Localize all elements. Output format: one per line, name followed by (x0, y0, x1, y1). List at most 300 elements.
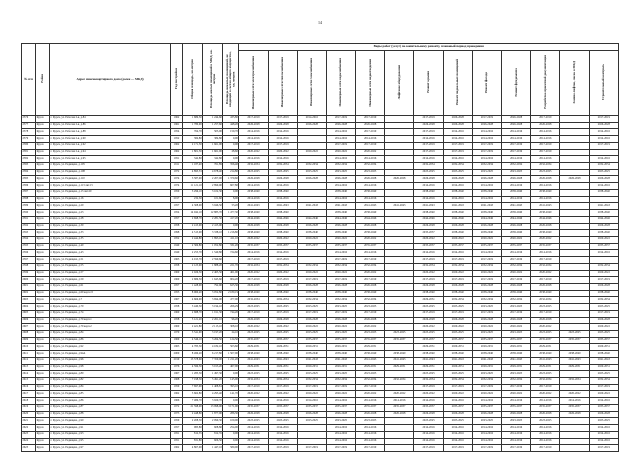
work-period-cell: 2014-2016 (502, 156, 531, 163)
total-area-cell: 11 121,10 (183, 183, 203, 190)
district-cell: Курск (36, 142, 50, 149)
address-cell: г. Курск, ул. Радищева, д.30 (50, 223, 171, 230)
district-cell: Курск (36, 344, 50, 351)
district-cell: Курск (36, 398, 50, 405)
work-period-cell: 2026-2028 (297, 176, 326, 183)
district-cell: Курск (36, 384, 50, 391)
work-period-cell: 2023-2025 (268, 418, 297, 425)
total-area-cell: 2 415,00 (183, 223, 203, 230)
total-area-cell: 831,80 (183, 438, 203, 445)
work-period-cell (560, 149, 589, 156)
address-cell: г. Курск, ул. Радищева, д.79 корп.2 (50, 324, 171, 331)
district-cell: Курск (36, 149, 50, 156)
table-row (22, 384, 619, 391)
work-period-cell: 2032-2034 (268, 263, 297, 270)
work-period-cell (385, 431, 414, 438)
table-row (22, 243, 619, 250)
work-period-cell: 2023-2025 (472, 418, 501, 425)
total-area-cell: 3 440,50 (183, 304, 203, 311)
work-period-cell (560, 156, 589, 163)
work-period-cell: 2029-2031 (297, 344, 326, 351)
work-period-cell: 2026-2028 (589, 176, 618, 183)
work-period-cell: 2038-2040 (531, 290, 560, 297)
work-period-cell: 2029-2031 (414, 297, 443, 304)
row-number-cell: 2587 (22, 189, 36, 196)
year-cell: 1976 (170, 364, 182, 371)
work-period-cell: 2020-2022 (531, 236, 560, 243)
work-period-cell: 2026-2028 (326, 176, 355, 183)
work-period-cell (385, 136, 414, 143)
living-area-cell: 3 052,80 (203, 290, 223, 297)
row-number-cell: 2615 (22, 378, 36, 385)
living-area-cell: 4 678,40 (203, 169, 223, 176)
work-period-cell: 2014-2016 (326, 431, 355, 438)
work-period-cell: 2035-2037 (239, 404, 268, 411)
work-period-cell: 2044-2046 (414, 216, 443, 223)
row-number-cell: 2588 (22, 196, 36, 203)
col-header-work-5: Лифтовое оборудование (385, 51, 414, 116)
work-period-cell: 2035-2037 (297, 337, 326, 344)
work-period-cell: 2041-2043 (502, 203, 531, 210)
work-period-cell: 2035-2037 (472, 243, 501, 250)
table-row (22, 324, 619, 331)
address-cell: г. Курск, ул. Радищева, д.20 (50, 203, 171, 210)
work-period-cell: 2026-2028 (443, 317, 472, 324)
work-period-cell: 2017-2019 (472, 310, 501, 317)
work-period-cell: 2032-2034 (326, 163, 355, 170)
work-period-cell: 2032-2034 (472, 163, 501, 170)
table-row (22, 310, 619, 317)
living-area-cell: 342,80 (203, 156, 223, 163)
year-cell: 1963 (170, 344, 182, 351)
work-period-cell (385, 210, 414, 217)
work-period-cell: 2044-2046 (239, 216, 268, 223)
address-cell: г. Курск, ул. Радищева, д.97 (50, 445, 171, 452)
total-area-cell: 13 578,60 (183, 357, 203, 364)
work-period-cell (560, 236, 589, 243)
work-period-cell: 2020-2022 (239, 149, 268, 156)
work-period-cell: 2014-2016 (268, 438, 297, 445)
nonliving-area-cell: 0,00 (223, 398, 239, 405)
work-period-cell: 2023-2025 (268, 371, 297, 378)
work-period-cell: 2020-2022 (472, 391, 501, 398)
year-cell: 1951 (170, 438, 182, 445)
nonliving-area-cell: 607,80 (223, 183, 239, 190)
work-period-cell: 2041-2043 (531, 357, 560, 364)
work-period-cell: 2017-2019 (531, 142, 560, 149)
total-area-cell: 2 698,70 (183, 216, 203, 223)
work-period-cell: 2041-2043 (297, 357, 326, 364)
address-cell: г. Курск, ул. Радищева, д.35 (50, 236, 171, 243)
total-area-cell: 2 686,50 (183, 277, 203, 284)
nonliving-area-cell: 124,50 (223, 337, 239, 344)
col-header-year: Год постройки (170, 44, 182, 116)
district-cell: Курск (36, 230, 50, 237)
year-cell: 1954 (170, 210, 182, 217)
district-cell: Курск (36, 351, 50, 358)
work-period-cell (385, 324, 414, 331)
nonliving-area-cell: 393,10 (223, 384, 239, 391)
work-period-cell: 2038-2040 (589, 351, 618, 358)
work-period-cell (560, 203, 589, 210)
work-period-cell (560, 277, 589, 284)
work-period-cell (297, 425, 326, 432)
work-period-cell: 2029-2031 (297, 364, 326, 371)
work-period-cell: 2032-2034 (414, 263, 443, 270)
district-cell: Курск (36, 304, 50, 311)
work-period-cell: 2014-2016 (589, 425, 618, 432)
work-period-cell: 2017-2019 (589, 310, 618, 317)
year-cell: 1951 (170, 431, 182, 438)
work-period-cell: 2014-2016 (443, 425, 472, 432)
work-period-cell: 2026-2028 (443, 122, 472, 129)
work-period-cell: 2038-2040 (443, 351, 472, 358)
work-period-cell: 2026-2028 (443, 176, 472, 183)
work-period-cell: 2014-2016 (472, 129, 501, 136)
district-cell: Курск (36, 411, 50, 418)
work-period-cell: 2020-2022 (443, 324, 472, 331)
work-period-cell: 2020-2022 (297, 236, 326, 243)
district-cell: Курск (36, 189, 50, 196)
living-area-cell: 1 244,60 (203, 116, 223, 123)
row-number-cell: 2580 (22, 142, 36, 149)
total-area-cell: 4 015,70 (183, 257, 203, 264)
living-area-cell: 3 338,10 (203, 230, 223, 237)
work-period-cell: 2014-2016 (326, 129, 355, 136)
living-area-cell: 1 661,00 (203, 149, 223, 156)
living-area-cell: 3 264,50 (203, 337, 223, 344)
year-cell: 2000 (170, 351, 182, 358)
work-period-cell (560, 223, 589, 230)
work-period-cell: 2026-2028 (326, 223, 355, 230)
work-period-cell: 2026-2028 (414, 122, 443, 129)
work-period-cell: 2023-2025 (297, 371, 326, 378)
year-cell: 1959 (170, 418, 182, 425)
work-period-cell: 2014-2016 (502, 183, 531, 190)
district-cell: Курск (36, 317, 50, 324)
work-period-cell (560, 243, 589, 250)
table-row (22, 196, 619, 203)
table-row (22, 344, 619, 351)
work-period-cell: 2014-2016 (443, 398, 472, 405)
living-area-cell: 1 447,10 (203, 445, 223, 452)
living-area-cell: 101,60 (203, 196, 223, 203)
work-period-cell: 2038-2040 (414, 290, 443, 297)
work-period-cell: 2032-2034 (326, 378, 355, 385)
district-cell: Курск (36, 270, 50, 277)
table-row (22, 136, 619, 143)
year-cell: 1957 (170, 425, 182, 432)
table-row (22, 351, 619, 358)
total-area-cell: 983,80 (183, 425, 203, 432)
nonliving-area-cell: 24,10 (223, 331, 239, 338)
row-number-cell: 2600 (22, 277, 36, 284)
work-period-cell: 2023-2025 (356, 304, 385, 311)
address-cell: г. Курск, ул. Радищева, д.82 (50, 378, 171, 385)
work-period-cell: 2023-2025 (414, 331, 443, 338)
work-period-cell: 2038-2040 (531, 351, 560, 358)
table-row (22, 250, 619, 257)
work-period-cell: 2026-2028 (326, 317, 355, 324)
work-period-cell (385, 344, 414, 351)
work-period-cell: 2044-2046 (531, 216, 560, 223)
work-period-cell: 2017-2019 (356, 277, 385, 284)
work-period-cell: 2038-2040 (239, 290, 268, 297)
work-period-cell: 2017-2019 (268, 445, 297, 452)
work-period-cell (385, 425, 414, 432)
work-period-cell (385, 418, 414, 425)
nonliving-area-cell: 448,20 (223, 122, 239, 129)
total-area-cell: 2 444,80 (183, 236, 203, 243)
address-cell: г. Курск, ул. Радищева, д.84 (50, 384, 171, 391)
work-period-cell: 2020-2022 (268, 270, 297, 277)
year-cell: 1961 (170, 122, 182, 129)
work-period-cell: 2026-2028 (239, 283, 268, 290)
work-period-cell: 2026-2028 (502, 122, 531, 129)
table-row (22, 418, 619, 425)
work-period-cell: 2032-2034 (531, 378, 560, 385)
work-period-cell: 2038-2040 (268, 230, 297, 237)
work-period-cell: 2017-2019 (268, 277, 297, 284)
table-row (22, 263, 619, 270)
work-period-cell: 2038-2040 (443, 210, 472, 217)
work-period-cell: 2017-2019 (326, 257, 355, 264)
work-period-cell: 2032-2034 (297, 297, 326, 304)
work-period-cell: 2026-2028 (414, 411, 443, 418)
work-period-cell: 2029-2031 (472, 344, 501, 351)
work-period-cell: 2044-2046 (589, 216, 618, 223)
work-period-cell: 2014-2016 (414, 425, 443, 432)
work-period-cell: 2026-2028 (239, 317, 268, 324)
work-period-cell: 2014-2016 (589, 438, 618, 445)
work-period-cell: 2035-2037 (443, 404, 472, 411)
work-period-cell: 2014-2016 (239, 250, 268, 257)
work-period-cell: 2026-2028 (531, 283, 560, 290)
work-period-cell (560, 344, 589, 351)
nonliving-area-cell: 1 211,20 (223, 357, 239, 364)
work-period-cell: 2032-2034 (356, 263, 385, 270)
work-period-cell: 2020-2022 (268, 324, 297, 331)
work-period-cell: 2014-2016 (326, 156, 355, 163)
living-area-cell: 1 911,30 (203, 310, 223, 317)
table-row (22, 216, 619, 223)
row-number-cell: 2616 (22, 384, 36, 391)
work-period-cell: 2026-2028 (472, 223, 501, 230)
total-area-cell: 2 448,80 (183, 411, 203, 418)
work-period-cell: 2044-2046 (356, 216, 385, 223)
work-period-cell: 2023-2025 (356, 169, 385, 176)
district-cell: Курск (36, 236, 50, 243)
total-area-cell: 1 187,40 (183, 163, 203, 170)
work-period-cell: 2014-2016 (268, 425, 297, 432)
work-period-cell: 2023-2025 (297, 418, 326, 425)
work-period-cell (297, 129, 326, 136)
work-period-cell: 2023-2025 (589, 331, 618, 338)
living-area-cell: 1 257,60 (203, 122, 223, 129)
work-period-cell: 2032-2034 (472, 378, 501, 385)
work-period-cell: 2026-2028 (589, 317, 618, 324)
year-cell: 1960 (170, 270, 182, 277)
total-area-cell: 2 208,30 (183, 418, 203, 425)
living-area-cell: 1 540,80 (203, 250, 223, 257)
row-number-cell: 2613 (22, 364, 36, 371)
table-row (22, 297, 619, 304)
col-header-district: Район (36, 44, 50, 116)
work-period-cell (560, 189, 589, 196)
living-area-cell: 3 694,00 (203, 297, 223, 304)
address-cell: г. Курск, ул. Радищева, д.59 (50, 277, 171, 284)
table-row (22, 357, 619, 364)
work-period-cell: 2038-2040 (589, 230, 618, 237)
work-period-cell: 2014-2016 (589, 431, 618, 438)
address-cell: г. Курск, ул. Радищева, д.23 (50, 210, 171, 217)
work-period-cell: 2026-2028 (502, 317, 531, 324)
address-cell: г. Курск, ул. Радищева, д.85 (50, 391, 171, 398)
row-number-cell: 2611 (22, 351, 36, 358)
work-period-cell: 2035-2037 (531, 337, 560, 344)
work-period-cell: 2038-2040 (326, 189, 355, 196)
work-period-cell: 2020-2022 (356, 149, 385, 156)
work-period-cell: 2014-2016 (589, 129, 618, 136)
work-period-cell (297, 438, 326, 445)
nonliving-area-cell: 744,20 (223, 310, 239, 317)
address-cell: г. Курск, ул. Радищева, д.7 (50, 297, 171, 304)
work-period-cell: 2023-2025 (326, 331, 355, 338)
district-cell: Курск (36, 176, 50, 183)
living-area-cell: 13 998,90 (203, 404, 223, 411)
total-area-cell: 764,70 (183, 129, 203, 136)
work-period-cell: 2014-2016 (472, 183, 501, 190)
work-period-cell: 2014-2016 (531, 156, 560, 163)
living-area-cell: 1 893,10 (203, 236, 223, 243)
work-period-cell (297, 183, 326, 190)
work-period-cell: 2014-2016 (297, 398, 326, 405)
col-header-work-8: Ремонт фасада (472, 51, 501, 116)
work-period-cell: 2014-2016 (268, 156, 297, 163)
work-period-cell: 2017-2019 (589, 384, 618, 391)
work-period-cell: 2035-2037 (356, 404, 385, 411)
work-period-cell: 2026-2028 (531, 176, 560, 183)
table-row (22, 438, 619, 445)
row-number-cell: 2609 (22, 337, 36, 344)
work-period-cell: 2017-2019 (531, 310, 560, 317)
work-period-cell: 2026-2028 (297, 283, 326, 290)
work-period-cell (560, 270, 589, 277)
work-period-cell: 2020-2022 (589, 324, 618, 331)
year-cell: 1952 (170, 136, 182, 143)
work-period-cell (385, 263, 414, 270)
table-row (22, 210, 619, 217)
living-area-cell: 2 099,30 (203, 418, 223, 425)
work-period-cell: 2017-2019 (531, 384, 560, 391)
living-area-cell: 1 052,80 (203, 243, 223, 250)
nonliving-area-cell: 0,00 (223, 136, 239, 143)
work-period-cell: 2038-2040 (356, 210, 385, 217)
work-period-cell: 2014-2016 (502, 438, 531, 445)
work-period-cell: 2014-2016 (326, 250, 355, 257)
work-period-cell: 2020-2022 (297, 391, 326, 398)
work-period-cell (385, 270, 414, 277)
work-period-cell (385, 156, 414, 163)
work-period-cell: 2038-2040 (472, 210, 501, 217)
work-period-cell: 2014-2016 (589, 183, 618, 190)
work-period-cell (297, 257, 326, 264)
work-period-cell: 2020-2022 (326, 149, 355, 156)
work-period-cell: 2017-2019 (356, 142, 385, 149)
row-number-cell: 2579 (22, 136, 36, 143)
work-period-cell: 2014-2016 (356, 398, 385, 405)
work-period-cell: 2020-2022 (268, 391, 297, 398)
nonliving-area-cell: 53,20 (223, 203, 239, 210)
work-period-cell: 2014-2016 (239, 425, 268, 432)
district-cell: Курск (36, 169, 50, 176)
work-period-cell: 2023-2025 (239, 331, 268, 338)
work-period-cell: 2038-2040 (326, 351, 355, 358)
work-period-cell: 2020-2022 (560, 391, 589, 398)
work-period-cell: 2038-2040 (472, 290, 501, 297)
work-period-cell (560, 250, 589, 257)
district-cell: Курск (36, 203, 50, 210)
work-period-cell: 2023-2025 (326, 304, 355, 311)
work-period-cell: 2020-2022 (239, 391, 268, 398)
work-period-cell: 2017-2019 (239, 384, 268, 391)
row-number-cell: 2623 (22, 431, 36, 438)
work-period-cell: 2017-2019 (472, 445, 501, 452)
work-period-cell: 2035-2037 (589, 404, 618, 411)
living-area-cell: 5 491,20 (203, 378, 223, 385)
work-period-cell: 2038-2040 (414, 189, 443, 196)
work-period-cell (385, 142, 414, 149)
total-area-cell: 1 801,50 (183, 149, 203, 156)
work-period-cell: 2020-2022 (502, 324, 531, 331)
table-row (22, 183, 619, 190)
year-cell: 1957 (170, 283, 182, 290)
work-period-cell: 2026-2028 (531, 317, 560, 324)
nonliving-area-cell: 625,30 (223, 283, 239, 290)
total-area-cell: 3 587,00 (183, 176, 203, 183)
work-period-cell: 2023-2025 (414, 371, 443, 378)
total-area-cell: 342,80 (183, 156, 203, 163)
address-cell: г. Курск, ул. Радищева, д.92 (50, 344, 171, 351)
year-cell: 1970 (170, 331, 182, 338)
work-period-cell (385, 223, 414, 230)
nonliving-area-cell: 28,60 (223, 149, 239, 156)
row-number-cell: 2584 (22, 169, 36, 176)
work-period-cell: 2020-2022 (268, 236, 297, 243)
work-period-cell: 2017-2019 (443, 384, 472, 391)
work-period-cell: 2026-2028 (502, 116, 531, 123)
nonliving-area-cell: 0,00 (223, 142, 239, 149)
row-number-cell: 2625 (22, 445, 36, 452)
work-period-cell: 2017-2019 (326, 384, 355, 391)
address-cell: г. Курск, ул. Радищева, д.86 (50, 398, 171, 405)
work-period-cell: 2023-2025 (268, 169, 297, 176)
col-header-work-2: Инженерные сети газоснабжения (297, 51, 326, 116)
year-cell: 1974 (170, 176, 182, 183)
work-period-cell: 2026-2028 (414, 176, 443, 183)
table-row (22, 169, 619, 176)
work-period-cell (385, 310, 414, 317)
work-period-cell: 2032-2034 (268, 163, 297, 170)
work-period-cell: 2017-2019 (414, 277, 443, 284)
work-period-cell: 2041-2043 (326, 203, 355, 210)
address-cell: г. Курск, ул. Радищева, д.57 (50, 270, 171, 277)
district-cell: Курск (36, 129, 50, 136)
work-period-cell: 2014-2016 (531, 425, 560, 432)
table-row (22, 142, 619, 149)
address-cell: г. Курск, ул. Радищева, д.55 (50, 263, 171, 270)
work-period-cell (560, 129, 589, 136)
